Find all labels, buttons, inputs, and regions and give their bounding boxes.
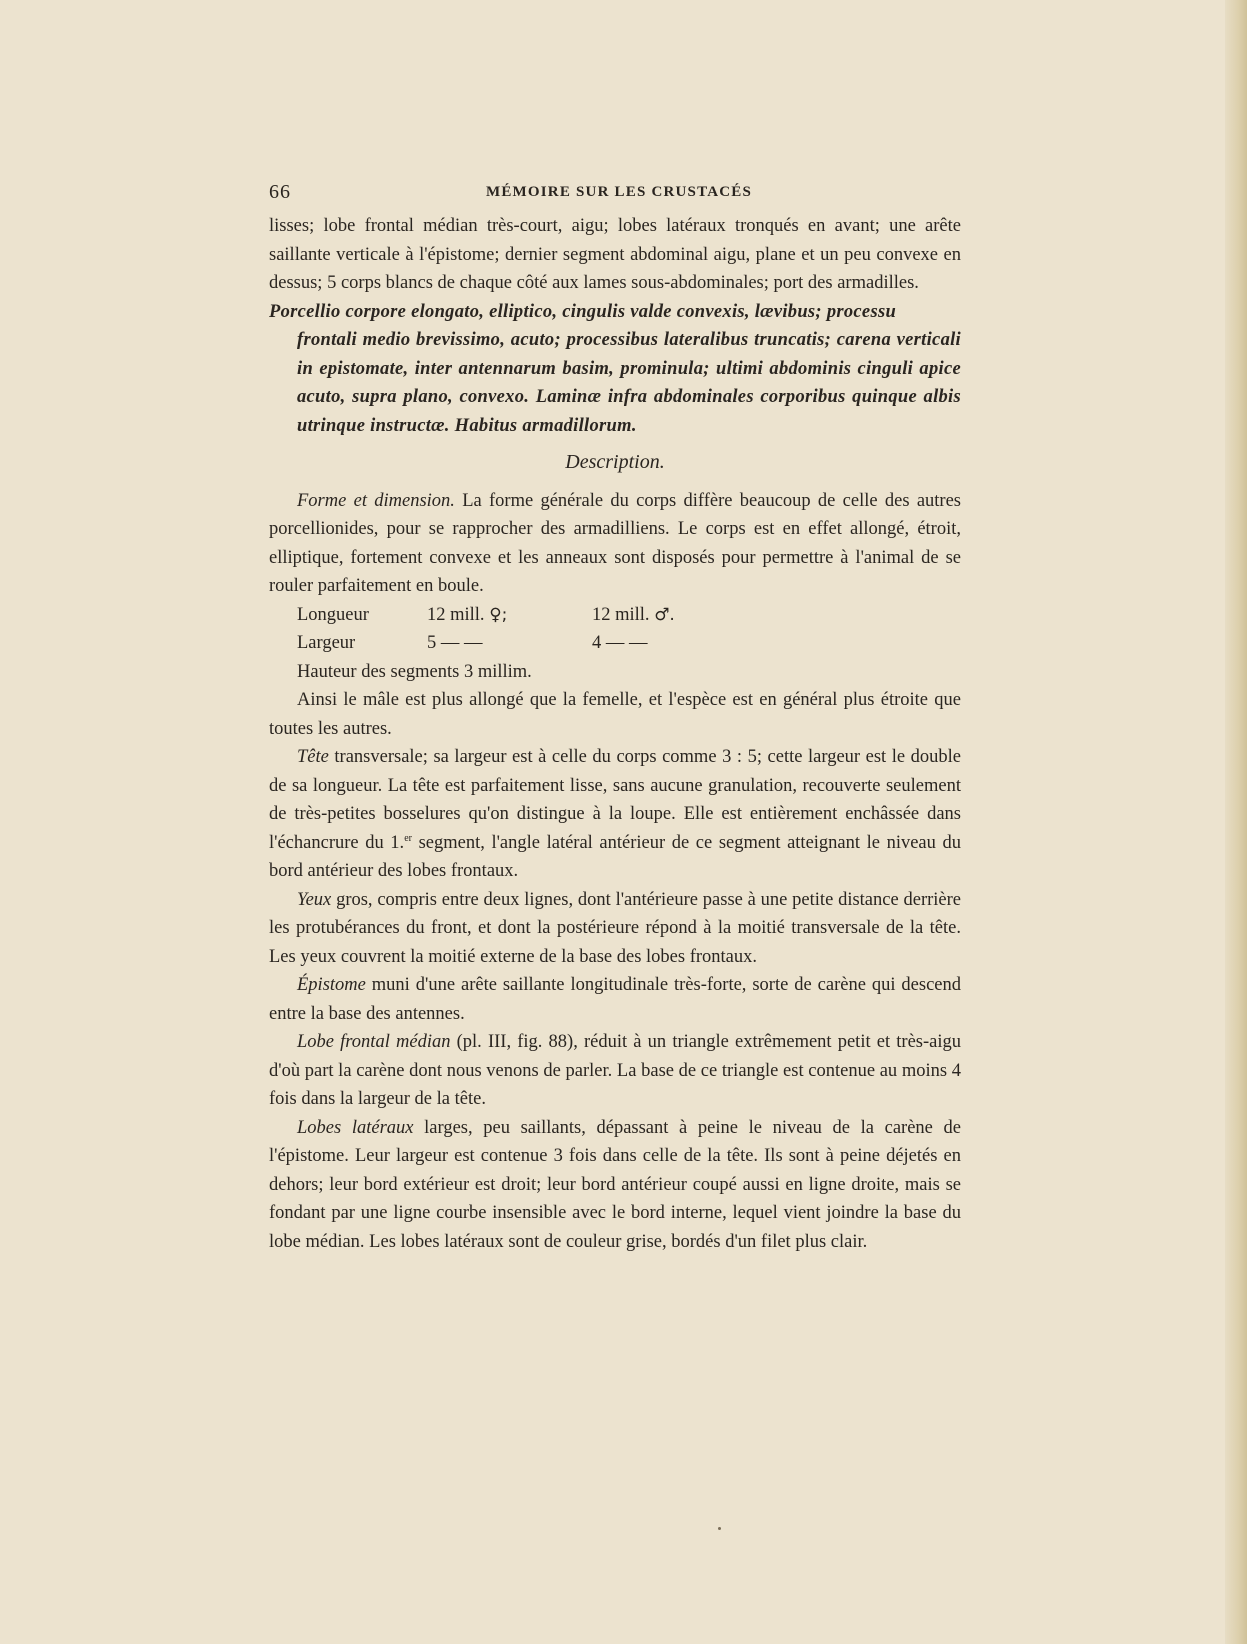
tete-label: Tête [297,747,329,767]
dimension-label: Largeur [297,633,356,653]
page-edge [1225,0,1247,1644]
paragraph-continuation: lisses; lobe frontal médian très-court, aigu; lobes latéraux tronqués en avant; une arête saillante verticale à l'épistome; dernier segment abdominal aigu, plane et un peu convexe en dessus; 5 corps blancs de chaque côté aux lames sous-abdominales; port des armadilles. [269,216,961,293]
paragraph-tete [269,743,961,886]
dimension-value-male: 4 — — [592,633,648,653]
tete-text: transversale; sa largeur est à celle du corps comme 3 : 5; cette largeur est le double de sa longueur. La tête est parfaitement lisse, sans aucune granulation, recouverte seulement de très-petites bosselures qu'on distingue à la loupe. Elle est entièrement enchâssée dans l'échancrure du 1. [269,747,961,853]
male-symbol: ♂. [654,604,675,625]
dimension-label: Longueur [297,604,369,625]
dimension-row-largeur [269,629,961,658]
body-text [269,212,961,1256]
yeux-label: Yeux [297,889,332,910]
latin-diagnosis-first-line: Porcellio corpore elongato, elliptico, cingulis valde convexis, lævibus; processu [269,301,897,322]
latin-diagnosis: frontali medio brevissimo, acuto; processibus lateralibus truncatis; carena verticali in epistomate, inter antennarum basim, prominula; ultimi abdominis cinguli apice acuto, supra plano, convexo. Laminæ infra abdominales corporibus quinque albis utrinque instructæ. Habitus armadillorum. [297,330,961,436]
lobes-lateraux-text: larges, peu saillants, dépassant à peine le niveau de la carène de l'épistome. Leur largeur est contenue 3 fois dans celle de la tête. Ils sont à peine déjetés en dehors; leur bord extérieur est droit; leur bord antérieur coupé aussi en ligne droite, mais se fondant par une ligne courbe insensible avec le bord interne, lequel vient joindre la base du lobe médian. Les lobes latéraux sont de couleur grise, bordés d'un filet plus clair. [269,1117,961,1252]
yeux-text: gros, compris entre deux lignes, dont l'antérieure passe à une petite distance derrière les protubérances du front, et dont la postérieure répond à la moitié transversale de la tête. Les yeux couvrent la moitié externe de la base des lobes frontaux. [269,889,961,967]
female-symbol: ♀; [489,604,508,625]
paper-speck [718,1527,721,1530]
paragraph-forme [269,487,961,601]
epistome-text: muni d'une arête saillante longitudinale très-forte, sorte de carène qui descend entre la base des antennes. [269,975,961,1024]
paragraph-hauteur: Hauteur des segments 3 millim. [297,661,532,682]
paragraph-lobes-lateraux [269,1114,961,1257]
forme-label: Forme et dimension. [297,490,455,511]
dimension-value-female: 12 mill. [427,604,485,625]
page-header [269,181,969,205]
running-title: MÉMOIRE SUR LES CRUSTACÉS [485,184,752,200]
epistome-label: Épistome [297,975,366,995]
ordinal-superscript: er [404,832,412,844]
page-number: 66 [269,181,291,203]
paragraph-yeux [269,886,961,972]
dimension-row-longueur [269,601,961,630]
paragraph-ainsi: Ainsi le mâle est plus allongé que la femelle, et l'espèce est en général plus étroite que toutes les autres. [269,690,961,739]
forme-text: La forme générale du corps diffère beaucoup de celle des autres porcellionides, pour se rapprocher des armadilliens. Le corps est en effet allongé, étroit, elliptique, fortement convexe et les anneaux sont disposés pour permettre à l'animal de se rouler parfaitement en boule. [269,490,961,596]
lobes-lateraux-label: Lobes latéraux [297,1117,414,1138]
paragraph-lobe-median [269,1028,961,1114]
dimension-value-male: 12 mill. [592,604,650,625]
paragraph-epistome [269,971,961,1028]
section-heading: Description. [565,451,665,473]
lobe-median-label: Lobe frontal médian [297,1032,451,1052]
tete-text-continued: segment, l'angle latéral antérieur de ce segment atteignant le niveau du bord antérieur des lobes frontaux. [269,832,961,881]
lobe-median-text: (pl. III, fig. 88), réduit à un triangle extrêmement petit et très-aigu d'où part la carène dont nous venons de parler. La base de ce triangle est contenue au moins 4 fois dans la largeur de la tête. [269,1032,961,1109]
dimension-value-female: 5 — — [427,633,483,653]
